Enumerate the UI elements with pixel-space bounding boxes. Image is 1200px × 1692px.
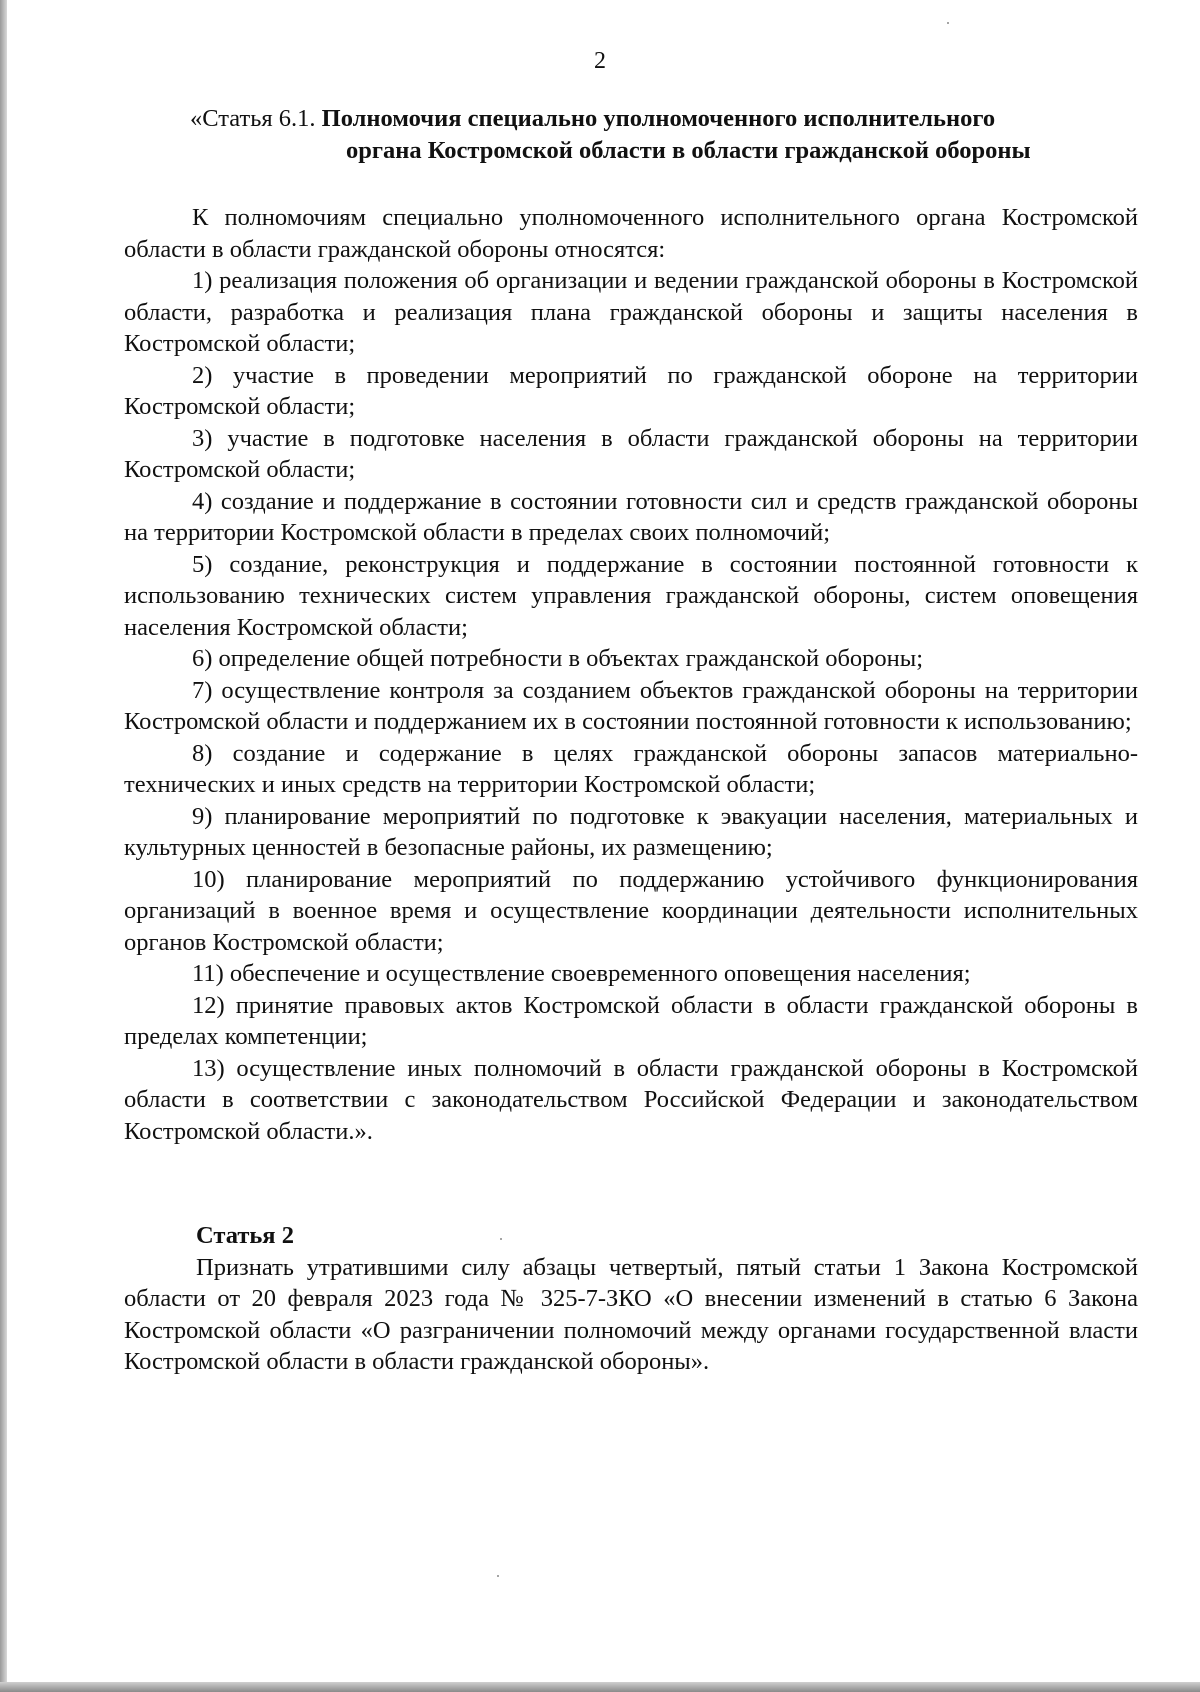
list-item-4: 4) создание и поддержание в состоянии готовности сил и средств гражданской обороны на территории Костромской области в пределах своих полномочий; xyxy=(124,487,1138,546)
list-item-3: 3) участие в подготовке населения в области гражданской обороны на территории Костромской области; xyxy=(124,424,1138,483)
scan-speck xyxy=(500,1238,502,1240)
list-item-9: 9) планирование мероприятий по подготовке к эвакуации населения, материальных и культурных ценностей в безопасные районы, их размещению; xyxy=(124,802,1138,861)
scan-bottom-edge xyxy=(0,1682,1200,1692)
list-item-5: 5) создание, реконструкция и поддержание в состоянии постоянной готовности к использованию технических систем управления гражданской обороны, систем оповещения населения Костромской области; xyxy=(124,550,1138,641)
scan-left-edge xyxy=(0,0,7,1692)
article-2-title: Статья 2 xyxy=(196,1222,294,1249)
list-item-11: 11) обеспечение и осуществление своевременного оповещения населения; xyxy=(192,960,971,987)
list-item-7: 7) осуществление контроля за созданием объектов гражданской обороны на территории Костромской области и поддержанием их в состоянии постоянной готовности к использованию; xyxy=(124,676,1138,735)
list-item-8: 8) создание и содержание в целях гражданской обороны запасов материально-технических и иных средств на территории Костромской области; xyxy=(124,739,1138,798)
intro-paragraph: К полномочиям специально уполномоченного исполнительного органа Костромской области в области гражданской обороны относятся: xyxy=(124,204,1138,263)
list-item-6: 6) определение общей потребности в объектах гражданской обороны; xyxy=(192,645,924,672)
article-2-section xyxy=(124,1220,1138,1378)
list-item-2: 2) участие в проведении мероприятий по гражданской обороне на территории Костромской области; xyxy=(124,361,1138,420)
list-item-10: 10) планирование мероприятий по поддержанию устойчивого функционирования организаций в военное время и осуществление координации деятельности исполнительных органов Костромской области; xyxy=(124,865,1138,956)
article-6-1-body xyxy=(124,202,1138,1147)
article-2-body: Признать утратившими силу абзацы четвертый, пятый статьи 1 Закона Костромской области от 20 февраля 2023 года № 325-7-ЗКО «О внесении изменений в статью 6 Закона Костромской области «О разграничении полномочий между органами государственной власти Костромской области в области гражданской обороны». xyxy=(124,1253,1138,1375)
list-item-1: 1) реализация положения об организации и ведении гражданской обороны в Костромской области, разработка и реализация плана гражданской обороны и защиты населения в Костромской области; xyxy=(124,267,1138,357)
article-6-1-title-line2: органа Костромской области в области гражданской обороны xyxy=(346,137,1031,164)
article-6-1-title-line1: Полномочия специально уполномоченного исполнительного xyxy=(321,105,996,132)
scan-speck xyxy=(497,1575,499,1577)
article-6-1-prefix: «Статья 6.1. xyxy=(190,105,316,132)
list-item-12: 12) принятие правовых актов Костромской области в области гражданской обороны в пределах компетенции; xyxy=(124,991,1138,1050)
list-item-13: 13) осуществление иных полномочий в области гражданской обороны в Костромской области в соответствии с законодательством Российской Федерации и законодательством Костромской области.». xyxy=(124,1054,1138,1145)
scan-speck xyxy=(947,22,949,24)
page-number: 2 xyxy=(594,48,606,74)
article-6-1-heading xyxy=(190,103,1140,167)
